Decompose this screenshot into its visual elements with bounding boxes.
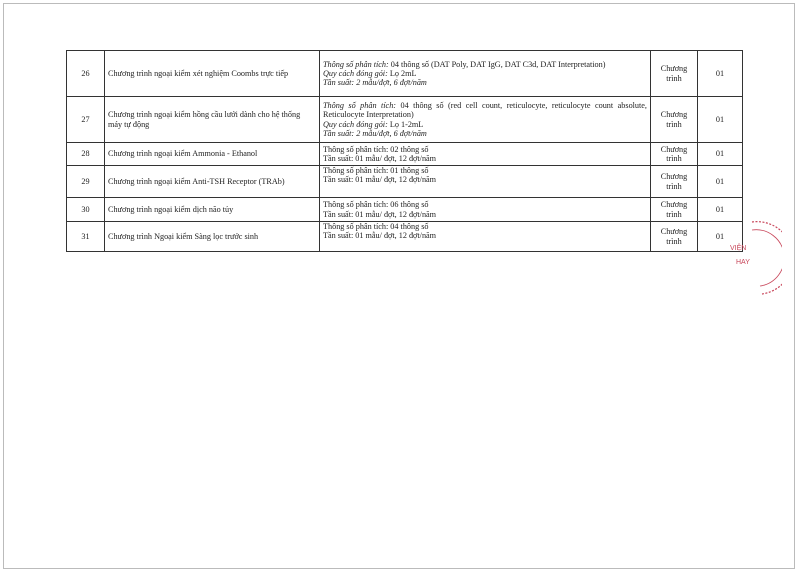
spec-label: Quy cách đóng gói: — [323, 119, 388, 129]
red-seal-stamp — [722, 218, 782, 298]
unit-cell: Chương trình — [651, 97, 698, 143]
program-name: Chương trình ngoại kiểm Anti-TSH Receptor (TRAb) — [105, 166, 320, 198]
spec-label: Tần suất: — [323, 128, 355, 138]
table-row — [67, 222, 743, 252]
row-number: 30 — [67, 198, 105, 222]
quantity-cell: 01 — [698, 143, 743, 166]
table-row — [67, 97, 743, 143]
program-name: Chương trình ngoại kiểm dịch não tủy — [105, 198, 320, 222]
quantity-cell: 01 — [698, 198, 743, 222]
spec-line: Tần suất: 01 mẫu/ đợt, 12 đợt/năm — [323, 231, 437, 241]
stamp-outer-ring — [752, 222, 782, 294]
program-name: Chương trình ngoại kiểm Ammonia - Ethanol — [105, 143, 320, 166]
spec-label: Tần suất: — [323, 78, 355, 88]
row-number: 29 — [67, 166, 105, 198]
spec-value: 2 mẫu/đợt, 6 đợt/năm — [354, 128, 427, 138]
row-number: 27 — [67, 97, 105, 143]
spec-line: Thông số phân tích: 02 thông số — [323, 144, 429, 154]
unit-cell: Chương trình — [651, 198, 698, 222]
spec-value: Lọ 1-2mL — [387, 119, 424, 129]
specification-table — [66, 50, 743, 252]
quantity-cell: 01 — [698, 97, 743, 143]
table-row — [67, 143, 743, 166]
spec-value: 2 mẫu/đợt, 6 đợt/năm — [354, 78, 427, 88]
program-spec — [320, 51, 651, 97]
spec-label: Thông số phân tích: — [323, 59, 389, 69]
spec-line: Thông số phân tích: 04 thông số — [323, 222, 429, 231]
spec-label: Thông số phân tích: — [323, 100, 397, 110]
table-row — [67, 198, 743, 222]
spec-label: Quy cách đóng gói: — [323, 68, 388, 78]
spec-line: Thông số phân tích: 01 thông số — [323, 166, 429, 175]
program-spec — [320, 198, 651, 222]
table-row — [67, 166, 743, 198]
unit-cell: Chương trình — [651, 166, 698, 198]
spec-line: Thông số phân tích: 06 thông số — [323, 200, 429, 210]
spec-value: Lọ 2mL — [387, 68, 417, 78]
spec-line: Tần suất: 01 mẫu/ đợt, 12 đợt/năm — [323, 175, 437, 185]
spec-value: 04 thông số (red cell count, reticulocyte, reticulocyte count absolute, Reticulocyte Interpretation) — [323, 100, 647, 120]
stamp-text-top: VIỆN — [730, 245, 747, 252]
unit-cell: Chương trình — [651, 143, 698, 166]
row-number: 26 — [67, 51, 105, 97]
spec-value: 04 thông số (DAT Poly, DAT IgG, DAT C3d, DAT Interpretation) — [388, 59, 606, 69]
quantity-cell: 01 — [698, 222, 743, 252]
stamp-inner-ring — [752, 230, 782, 286]
quantity-cell: 01 — [698, 166, 743, 198]
unit-cell: Chương trình — [651, 222, 698, 252]
unit-cell: Chương trình — [651, 51, 698, 97]
program-spec — [320, 143, 651, 166]
spec-line: Tần suất: 01 mẫu/ đợt, 12 đợt/năm — [323, 209, 437, 219]
row-number: 31 — [67, 222, 105, 252]
program-name: Chương trình Ngoại kiểm Sàng lọc trước sinh — [105, 222, 320, 252]
program-spec — [320, 97, 651, 143]
stamp-text-bottom: HAY — [736, 259, 750, 266]
program-name: Chương trình ngoại kiểm hồng cầu lưới dành cho hệ thống máy tự động — [105, 97, 320, 143]
table-row — [67, 51, 743, 97]
program-spec — [320, 166, 651, 198]
quantity-cell: 01 — [698, 51, 743, 97]
spec-line: Tần suất: 01 mẫu/ đợt, 12 đợt/năm — [323, 154, 437, 163]
row-number: 28 — [67, 143, 105, 166]
program-spec — [320, 222, 651, 252]
program-name: Chương trình ngoại kiểm xét nghiệm Coombs trực tiếp — [105, 51, 320, 97]
